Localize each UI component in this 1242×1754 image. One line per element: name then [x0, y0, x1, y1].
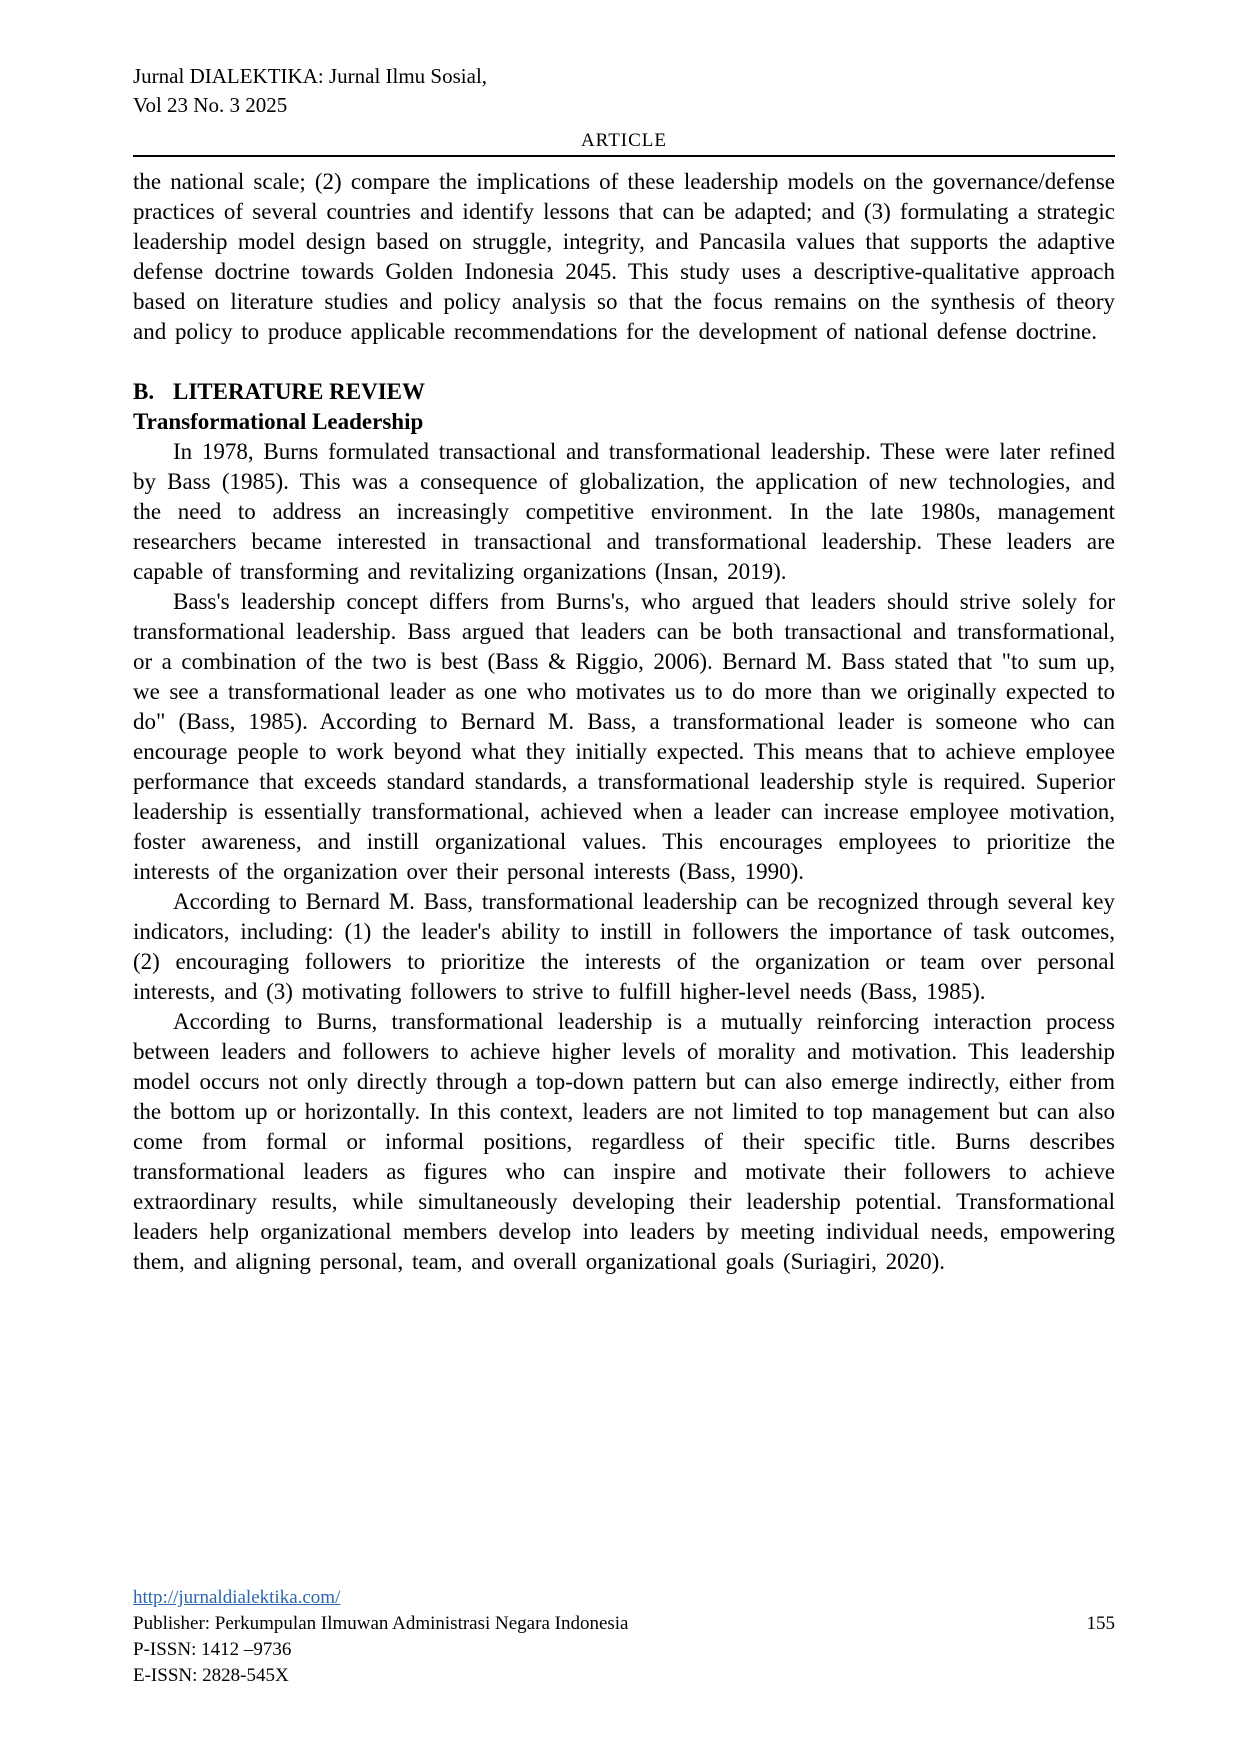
journal-info: [133, 62, 1115, 120]
paragraph-burns-interaction: According to Burns, transformational leadership is a mutually reinforcing interaction process between leaders and followers to achieve higher levels of morality and motivation. This leadership model occurs not only directly through a top-down pattern but can also emerge indirectly, either from the bottom up or horizontally. In this context, leaders are not limited to top management but can also come from formal or informal positions, regardless of their specific title. Burns describes transformational leaders as figures who can inspire and motivate their followers to achieve extraordinary results, while simultaneously developing their leadership potential. Transformational leaders help organizational members develop into leaders by meeting individual needs, empowering them, and aligning personal, team, and overall organizational goals (Suriagiri, 2020).: [133, 1009, 1115, 1274]
paragraph-burns-bass-history: In 1978, Burns formulated transactional and transformational leadership. These were later refined by Bass (1985). This was a consequence of globalization, the application of new technologies, and the need to address an increasingly competitive environment. In the late 1980s, management researchers became interested in transactional and transformational leadership. These leaders are capable of transforming and revitalizing organizations (Insan, 2019).: [133, 439, 1115, 584]
page-header: [133, 62, 1115, 157]
journal-title: Jurnal DIALEKTIKA: Jurnal Ilmu Sosial,: [133, 64, 488, 88]
section-title: LITERATURE REVIEW: [173, 379, 425, 404]
p-issn-text: P-ISSN: 1412 –9736: [133, 1639, 292, 1660]
page-footer: [133, 1585, 1115, 1689]
content-column: [133, 62, 1115, 1277]
section-letter: B.: [133, 379, 155, 404]
paragraph-intro-continuation: the national scale; (2) compare the implications of these leadership models on the governance/defense practices of several countries and identify lessons that can be adapted; and (3) formulating a strategic leadership model design based on struggle, integrity, and Pancasila values that supports the adaptive defense doctrine towards Golden Indonesia 2045. This study uses a descriptive-qualitative approach based on literature studies and policy analysis so that the focus remains on the synthesis of theory and policy to produce applicable recommendations for the development of national defense doctrine.: [133, 169, 1115, 344]
section-heading-literature-review: [133, 377, 1115, 407]
article-type-label: ARTICLE: [580, 130, 668, 151]
article-body: [133, 167, 1115, 1277]
journal-url-link[interactable]: http://jurnaldialektika.com/: [133, 1587, 341, 1608]
paragraph-bass-indicators: According to Bernard M. Bass, transformational leadership can be recognized through several key indicators, including: (1) the leader's ability to instill in followers the importance of task outcomes, (2) encouraging followers to prioritize the interests of the organization or team over personal interests, and (3) motivating followers to strive to fulfill higher-level needs (Bass, 1985).: [133, 889, 1115, 1004]
subsection-heading-transformational-leadership: Transformational Leadership: [133, 409, 424, 434]
publisher-text: Publisher: Perkumpulan Ilmuwan Administrasi Negara Indonesia: [133, 1613, 629, 1634]
page-number: 155: [1086, 1613, 1115, 1634]
publisher-row: [133, 1611, 1115, 1637]
journal-volume: Vol 23 No. 3 2025: [133, 93, 288, 117]
header-divider: [133, 155, 1115, 157]
e-issn-text: E-ISSN: 2828-545X: [133, 1665, 289, 1686]
paragraph-bass-concept: Bass's leadership concept differs from Burns's, who argued that leaders should strive solely for transformational leadership. Bass argued that leaders can be both transactional and transformational, or a combination of the two is best (Bass & Riggio, 2006). Bernard M. Bass stated that "to sum up, we see a transformational leader as one who motivates us to do more than we originally expected to do" (Bass, 1985). According to Bernard M. Bass, a transformational leader is someone who can encourage people to work beyond what they initially expected. This means that to achieve employee performance that exceeds standard standards, a transformational leadership style is required. Superior leadership is essentially transformational, achieved when a leader can increase employee motivation, foster awareness, and instill organizational values. This encourages employees to prioritize the interests of the organization over their personal interests (Bass, 1990).: [133, 589, 1115, 884]
